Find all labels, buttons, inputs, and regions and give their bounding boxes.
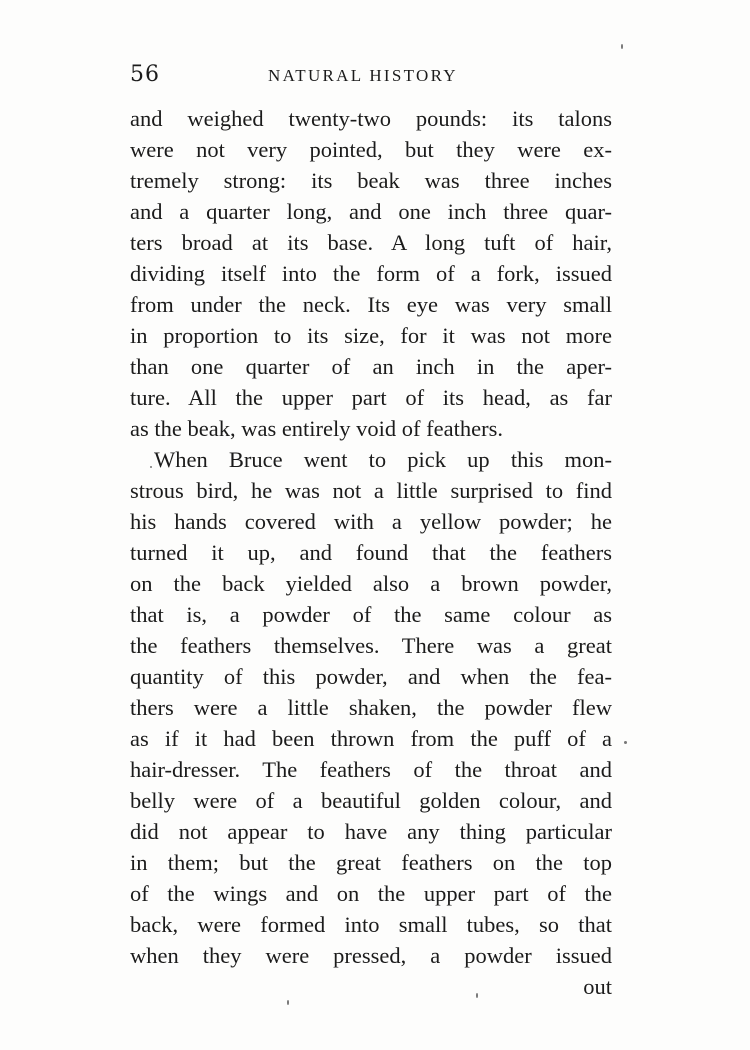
text-line: as if it had been thrown from the puff of a: [130, 726, 612, 751]
text-line: did not appear to have any thing particular: [130, 819, 612, 844]
text-line: thers were a little shaken, the powder flew: [130, 695, 612, 720]
text-line: when they were pressed, a powder issued: [130, 943, 612, 968]
text-line: turned it up, and found that the feathers: [130, 540, 612, 565]
paper-speck: [621, 44, 623, 49]
text-line: hair-dresser. The feathers of the throat and: [130, 757, 612, 782]
running-title: NATURAL HISTORY: [268, 66, 458, 85]
text-line: from under the neck. Its eye was very small: [130, 292, 612, 317]
text-line: were not very pointed, but they were ex-: [130, 137, 612, 162]
text-line: his hands covered with a yellow powder; he: [130, 509, 612, 534]
paper-speck: [287, 1000, 289, 1005]
text-line: and weighed twenty-two pounds: its talons: [130, 106, 612, 131]
paper-speck: [150, 466, 152, 468]
text-line: quantity of this powder, and when the fea-: [130, 664, 612, 689]
text-line: strous bird, he was not a little surprised to find: [130, 478, 612, 503]
text-line: ture. All the upper part of its head, as far: [130, 385, 612, 410]
paragraph-end-line: as the beak, was entirely void of feathers.: [130, 416, 503, 441]
text-line: belly were of a beautiful golden colour, and: [130, 788, 612, 813]
body-text: [130, 103, 612, 1002]
page-number: 56: [130, 62, 160, 87]
text-line: and a quarter long, and one inch three quar-: [130, 199, 612, 224]
paper-speck: [624, 741, 627, 744]
text-line: on the back yielded also a brown powder,: [130, 571, 612, 596]
text-line: in them; but the great feathers on the top: [130, 850, 612, 875]
paper-speck: [476, 993, 478, 998]
text-line: the feathers themselves. There was a great: [130, 633, 612, 658]
paragraph-start-line: When Bruce went to pick up this mon-: [154, 447, 612, 472]
text-line: that is, a powder of the same colour as: [130, 602, 612, 627]
catchword: out: [583, 974, 612, 999]
page-header: [130, 62, 612, 92]
text-line: ters broad at its base. A long tuft of hair,: [130, 230, 612, 255]
text-line: than one quarter of an inch in the aper-: [130, 354, 612, 379]
text-line: back, were formed into small tubes, so that: [130, 912, 612, 937]
text-line: in proportion to its size, for it was not more: [130, 323, 612, 348]
text-line: tremely strong: its beak was three inches: [130, 168, 612, 193]
text-line: dividing itself into the form of a fork, issued: [130, 261, 612, 286]
text-line: of the wings and on the upper part of the: [130, 881, 612, 906]
